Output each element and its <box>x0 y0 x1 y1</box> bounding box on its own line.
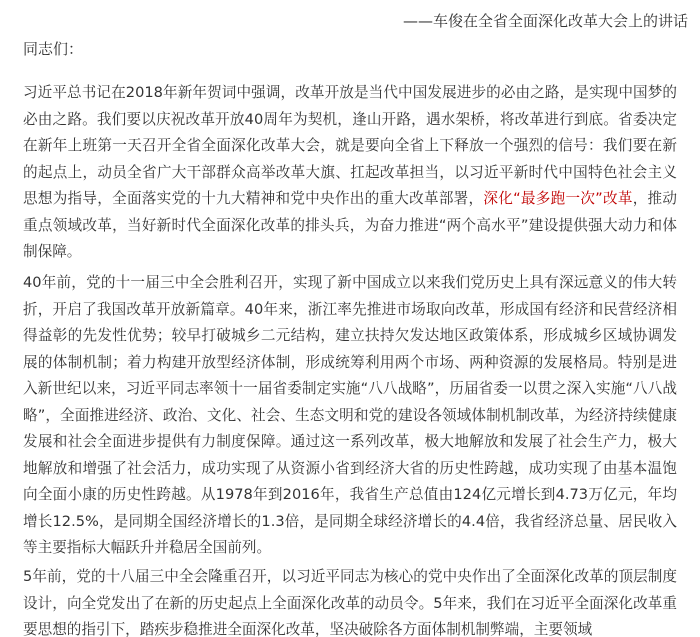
paragraph-1-text-a: 习近平总书记在2018年新年贺词中强调，改革开放是当代中国发展进步的必由之路，是实现中国梦的必由之路。我们要以庆祝改革开放40周年为契机，逢山开路，遇水架桥，将改革进行到底。省委决定在新年上班第一天召开全省全面深化改革大会，就是要向全省上下释放一个强烈的信号：我们要在新的起点上，动员全省广大干部群众高举改革大旗、扛起改革担当，以习近平新时代中国特色社会主义思想为指导，全面落实党的十九大精神和党中央作出的重大改革部署， <box>23 84 677 207</box>
greeting: 同志们： <box>23 40 84 58</box>
paragraph-3: 5年前，党的十八届三中全会隆重召开，以习近平同志为核心的党中央作出了全面深化改革的顶层制度设计，向全党发出了在新的历史起点上全面深化改革的动员令。5年来，我们在习近平全面深化改革重要思想的指引下，踏疾步稳推进全面深化改革，坚决破除各方面体制机制弊端，主要领域 <box>23 568 677 637</box>
highlighted-phrase: 深化“最多跑一次”改革 <box>483 190 633 207</box>
paragraph-1 <box>23 80 677 266</box>
paragraph-1-text-b: ，推动重点领域改革，当好新时代全面深化改革的排头兵，为奋力推进“两个高水平”建设提供强大动力和体制保障。 <box>23 190 677 260</box>
speech-source-line: ——车俊在全省全面深化改革大会上的讲话 <box>402 12 688 30</box>
paragraph-2: 40年前，党的十一届三中全会胜利召开，实现了新中国成立以来我们党历史上具有深远意义的伟大转折，开启了我国改革开放新篇章。40年来，浙江率先推进市场取向改革，形成国有经济和民营经济相得益彰的先发性优势；较早打破城乡二元结构，建立扶持欠发达地区政策体系，形成城乡区域协调发展的体制机制；着力构建开放型经济体制，形成统筹利用两个市场、两种资源的发展格局。特别是进入新世纪以来，习近平同志率领十一届省委制定实施“八八战略”，历届省委一以贯之深入实施“八八战略”，全面推进经济、政治、文化、社会、生态文明和党的建设各领域体制机制改革，为经济持续健康发展和社会全面进步提供有力制度保障。通过这一系列改革，极大地解放和发展了社会生产力，极大地解放和增强了社会活力，成功实现了从资源小省到经济大省的历史性跨越，成功实现了由基本温饱向全面小康的历史性跨越。从1978年到2016年，我省生产总值由124亿元增长到4.73万亿元，年均增长12.5%，是同期全国经济增长的1.3倍，是同期全球经济增长的4.4倍，我省经济总量、居民收入等主要指标大幅跃升并稳居全国前列。 <box>23 274 677 556</box>
